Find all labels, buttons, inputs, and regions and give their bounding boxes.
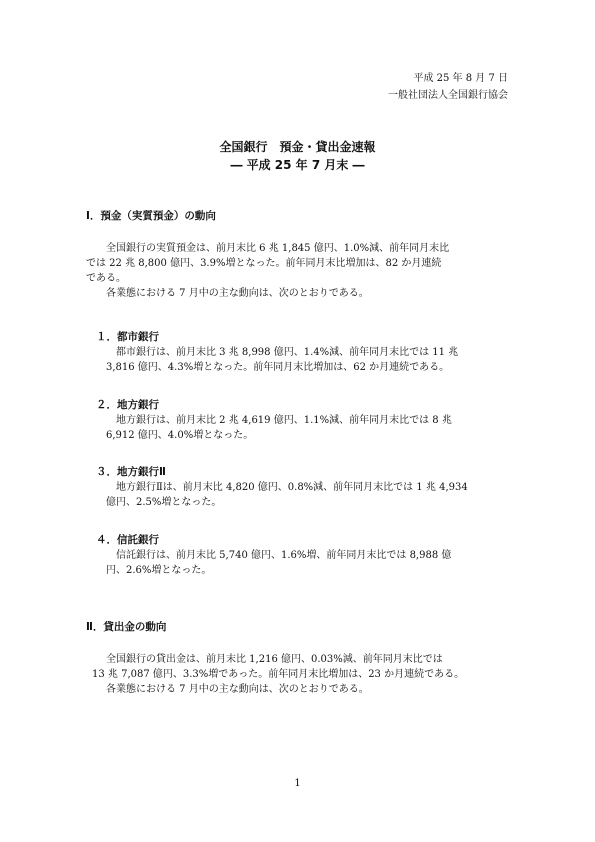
section-heading-deposits: Ⅰ．預金（実質預金）の動向 [86, 210, 216, 222]
subsection-paragraph [96, 548, 451, 578]
subsection-paragraph [96, 413, 452, 443]
paragraph-line: 億円、2.5%増となった。 [106, 497, 222, 508]
paragraph-line: 都市銀行は、前月末比 3 兆 8,998 億円、1.4%減、前年同月末比では 11 兆 [116, 347, 459, 358]
paragraph-line: では 22 兆 8,800 億円、3.9%増となった。前年同月末比増加は、82 か月連続 [86, 258, 442, 269]
page-number: 1 [294, 778, 301, 789]
subsection-heading-city-banks: １．都市銀行 [96, 331, 159, 343]
subsection-paragraph [96, 480, 468, 510]
document-title: 全国銀行 預金・貸出金速報 [219, 140, 376, 154]
paragraph-line: 3,816 億円、4.3%増となった。前年同月末比増加は、62 か月連続である。 [106, 362, 450, 373]
subsection-heading-regional-banks: ２．地方銀行 [96, 399, 159, 411]
section2-paragraph [86, 652, 464, 697]
subsection-paragraph [96, 345, 458, 375]
paragraph-line: 全国銀行の実質預金は、前月末比 6 兆 1,845 億円、1.0%減、前年同月末比 [106, 243, 450, 254]
subsection-heading-regional-banks-ii: ３．地方銀行Ⅱ [96, 466, 166, 478]
paragraph-line: である。 [86, 273, 126, 284]
paragraph-line: 地方銀行Ⅱは、前月末比 4,820 億円、0.8%減、前年同月末比では 1 兆 4,934 [116, 482, 468, 493]
document-date: 平成 25 年 8 月 7 日 [413, 73, 508, 84]
document-subtitle: ― 平成 25 年 7 月末 ― [230, 158, 365, 172]
section-heading-loans: Ⅱ．貸出金の動向 [86, 621, 167, 633]
paragraph-line: 全国銀行の貸出金は、前月末比 1,216 億円、0.03%減、前年同月末比では [106, 654, 443, 665]
paragraph-line: 各業態における 7 月中の主な動向は、次のとおりである。 [106, 684, 369, 695]
subsection-heading-trust-banks: ４．信託銀行 [96, 534, 159, 546]
paragraph-line: 信託銀行は、前月末比 5,740 億円、1.6%増、前年同月末比では 8,988 億 [116, 550, 452, 561]
paragraph-line: 13 兆 7,087 億円、3.3%増であった。前年同月末比増加は、23 か月連続である。 [92, 669, 465, 680]
paragraph-line: 各業態における 7 月中の主な動向は、次のとおりである。 [106, 288, 369, 299]
issuing-organization: 一般社団法人全国銀行協会 [388, 90, 508, 101]
paragraph-line: 円、2.6%増となった。 [106, 565, 212, 576]
section1-paragraph [86, 241, 449, 301]
paragraph-line: 6,912 億円、4.0%増となった。 [106, 430, 254, 441]
paragraph-line: 地方銀行は、前月末比 2 兆 4,619 億円、1.1%減、前年同月末比では 8 兆 [116, 415, 452, 426]
